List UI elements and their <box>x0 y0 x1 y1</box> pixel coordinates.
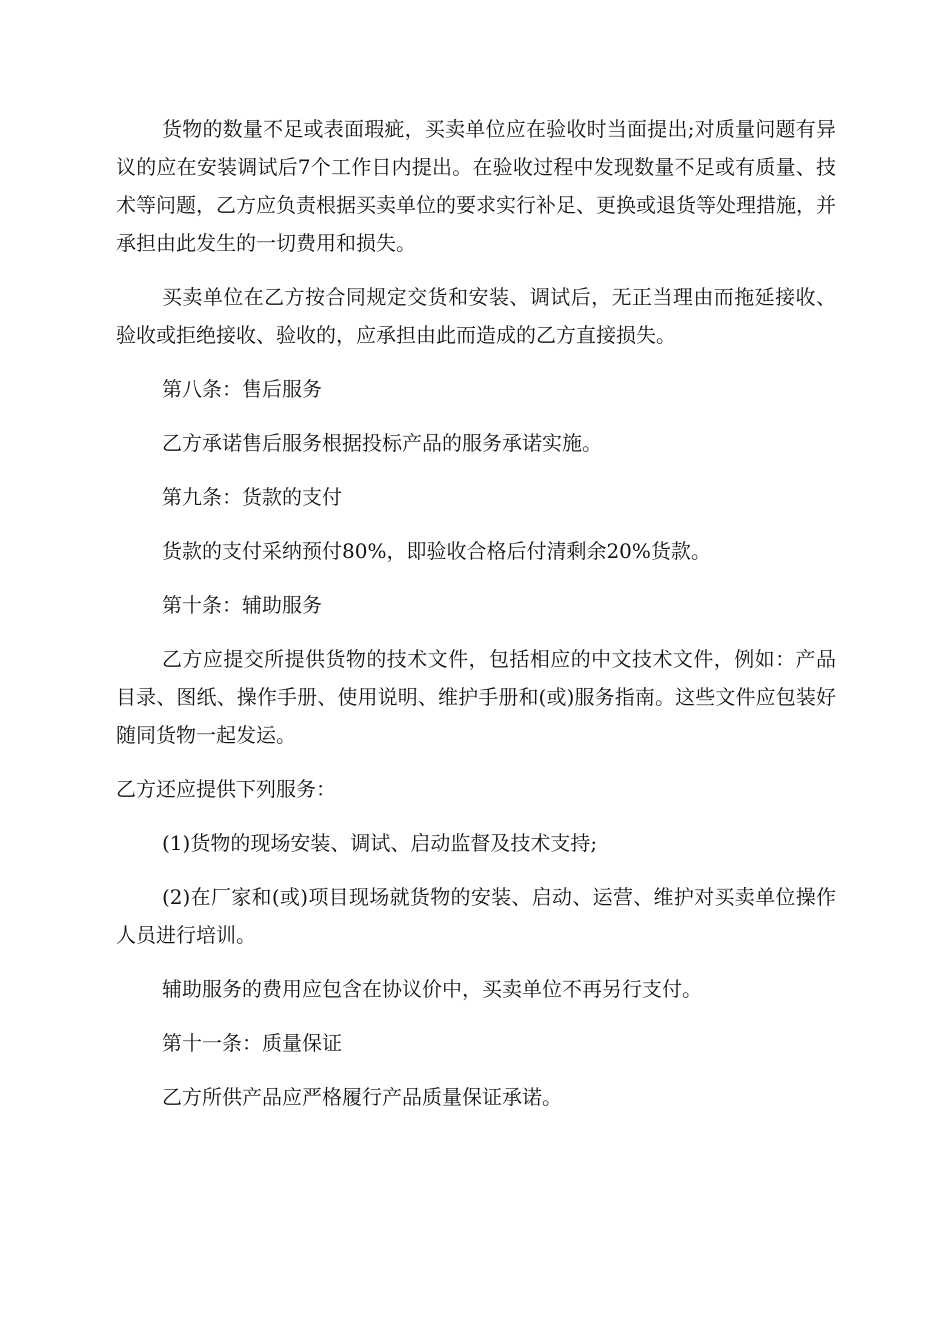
paragraph-service-fees: 辅助服务的费用应包含在协议价中，买卖单位不再另行支付。 <box>162 977 702 1001</box>
paragraph-technical-documents: 乙方应提交所提供货物的技术文件，包括相应的中文技术文件，例如：产品目录、图纸、操作手册、使用说明、维护手册和(或)服务指南。这些文件应包装好随同货物一起发运。 <box>116 647 836 747</box>
paragraph-services-intro: 乙方还应提供下列服务： <box>116 777 336 801</box>
document-page <box>116 110 836 1132</box>
paragraph-after-sales: 乙方承诺售后服务根据投标产品的服务承诺实施。 <box>162 431 602 455</box>
paragraph-acceptance-defects: 货物的数量不足或表面瑕疵，买卖单位应在验收时当面提出;对质量问题有异议的应在安装调试后7个工作日内提出。在验收过程中发现数量不足或有质量、技术等问题，乙方应负责根据买卖单位的要求实行补足、更换或退货等处理措施，并承担由此发生的一切费用和损失。 <box>116 117 836 255</box>
heading-article-8: 第八条：售后服务 <box>162 377 322 401</box>
paragraph-payment: 货款的支付采纳预付80%，即验收合格后付清剩余20%货款。 <box>162 539 711 563</box>
list-item-service-2: (2)在厂家和(或)项目现场就货物的安装、启动、运营、维护对买卖单位操作人员进行培训。 <box>116 885 836 947</box>
list-item-service-1: (1)货物的现场安装、调试、启动监督及技术支持; <box>162 831 598 855</box>
heading-article-11: 第十一条：质量保证 <box>162 1031 342 1055</box>
heading-article-10: 第十条：辅助服务 <box>162 593 322 617</box>
paragraph-acceptance-delay: 买卖单位在乙方按合同规定交货和安装、调试后，无正当理由而拖延接收、验收或拒绝接收、验收的，应承担由此而造成的乙方直接损失。 <box>116 285 836 347</box>
paragraph-quality-guarantee: 乙方所供产品应严格履行产品质量保证承诺。 <box>162 1085 562 1109</box>
heading-article-9: 第九条：货款的支付 <box>162 485 342 509</box>
